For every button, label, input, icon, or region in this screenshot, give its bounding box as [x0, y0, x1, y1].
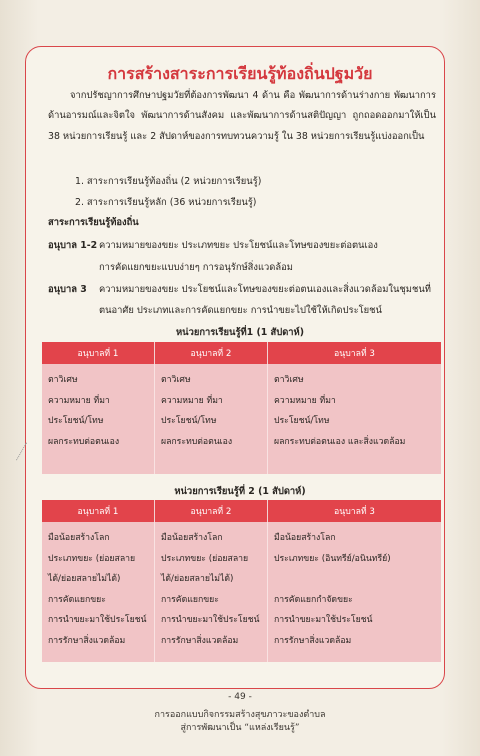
cell-line: การคัดแยกกำจัดขยะ — [274, 594, 353, 605]
cell-line: ประเภทขยะ (ย่อยสลาย — [48, 553, 136, 564]
intro-paragraph — [48, 86, 436, 147]
page-number: - 49 - — [228, 692, 252, 702]
cell-line: ผลกระทบต่อตนเอง และสิ่งแวดล้อม — [274, 436, 406, 447]
cell-line: ได้/ย่อยสลายไม่ได้) — [48, 574, 121, 584]
cell-line: การนำขยะมาใช้ประโยชน์ — [274, 615, 373, 625]
cell-line: มือน้อยสร้างโลก — [48, 533, 110, 543]
anuban3-line1: ความหมายของขยะ ประโยชน์และโทษของขยะต่อตนเองและสิ่งแวดล้อมในชุมชนที่ — [99, 284, 431, 295]
cell-line: ประโยชน์/โทษ — [48, 416, 104, 426]
unit2-table — [42, 500, 441, 662]
column-header: อนุบาลที่ 3 — [268, 500, 442, 522]
table-row — [42, 522, 441, 662]
footer-line: สู่การพัฒนาเป็น “แหล่งเรียนรู้” — [180, 723, 300, 733]
cell-line: ประเภทขยะ (อินทรีย์/อนินทรีย์) — [274, 553, 391, 564]
column-header: อนุบาลที่ 1 — [42, 500, 155, 522]
cell-line: มือน้อยสร้างโลก — [274, 533, 336, 543]
anuban12-line2: การคัดแยกขยะแบบง่ายๆ การอนุรักษ์สิ่งแวดล้อม — [99, 262, 293, 273]
table-cell — [42, 522, 155, 662]
table-cell — [155, 364, 268, 474]
cell-line: การคัดแยกขยะ — [161, 594, 219, 605]
anuban12-label: อนุบาล 1-2 — [48, 240, 98, 251]
column-header: อนุบาลที่ 2 — [155, 342, 268, 364]
column-header: อนุบาลที่ 1 — [42, 342, 155, 364]
cell-line: ผลกระทบต่อตนเอง — [48, 436, 120, 447]
anuban12-line1: ความหมายของขยะ ประเภทขยะ ประโยชน์และโทษของขยะต่อตนเอง — [99, 240, 378, 251]
section-heading: สาระการเรียนรู้ท้องถิ่น — [48, 217, 139, 228]
cell-line: ตาวิเศษ — [274, 375, 304, 385]
cell-line: ความหมาย ที่มา — [274, 395, 336, 406]
unit1-table — [42, 342, 441, 474]
cell-line: การรักษาสิ่งแวดล้อม — [274, 635, 352, 646]
table-cell — [268, 522, 442, 662]
cell-line: ประโยชน์/โทษ — [274, 416, 330, 426]
unit1-title: หน่วยการเรียนรู้ที่1 (1 สัปดาห์) — [175, 327, 305, 338]
table-header-row — [42, 342, 441, 364]
cell-line: การรักษาสิ่งแวดล้อม — [48, 635, 126, 646]
table-cell — [155, 522, 268, 662]
cell-line: ความหมาย ที่มา — [161, 395, 223, 406]
table-row — [42, 364, 441, 474]
footer-line: การออกแบบกิจกรรมสร้างสุขภาวะของตำบล — [154, 710, 326, 720]
cell-line: ประโยชน์/โทษ — [161, 416, 217, 426]
cell-line: การนำขยะมาใช้ประโยชน์ — [48, 615, 147, 625]
cell-line: การรักษาสิ่งแวดล้อม — [161, 635, 239, 646]
intro-text: จากปรัชญาการศึกษาปฐมวัยที่ต้องการพัฒนา 4 ด้าน คือ พัฒนาการด้านร่างกาย พัฒนาการด้านอารมณ์และจิตใจ พัฒนาการด้านสังคม และพัฒนาการด้านสติปัญญา ถูกถอดออกมาให้เป็น 38 หน่วยการเรียนรู้ และ 2 สัปดาห์ของการทบทวนความรู้ ใน 38 หน่วยการเรียนรู้แบ่งออกเป็น — [48, 90, 436, 142]
column-header: อนุบาลที่ 3 — [268, 342, 442, 364]
cell-line: การคัดแยกขยะ — [48, 594, 106, 605]
cell-line: ผลกระทบต่อตนเอง — [161, 436, 233, 447]
page-title: การสร้างสาระการเรียนรู้ท้องถิ่นปฐมวัย — [107, 64, 373, 83]
table-header-row — [42, 500, 441, 522]
column-header: อนุบาลที่ 2 — [155, 500, 268, 522]
list-item: 1. สาระการเรียนรู้ท้องถิ่น (2 หน่วยการเรียนรู้) — [75, 176, 262, 187]
cell-line: ได้/ย่อยสลายไม่ได้) — [161, 574, 234, 584]
cell-line — [274, 569, 435, 590]
table-cell — [42, 364, 155, 474]
cell-line: การนำขยะมาใช้ประโยชน์ — [161, 615, 260, 625]
anuban3-line2: ตนอาศัย ประเภทและการคัดแยกขยะ การนำขยะไปใช้ให้เกิดประโยชน์ — [99, 305, 382, 316]
cell-line: ประเภทขยะ (ย่อยสลาย — [161, 553, 249, 564]
anuban3-label: อนุบาล 3 — [48, 284, 87, 295]
table-cell — [268, 364, 442, 474]
unit2-title: หน่วยการเรียนรู้ที่ 2 (1 สัปดาห์) — [174, 486, 306, 497]
cell-line: มือน้อยสร้างโลก — [161, 533, 223, 543]
list-item: 2. สาระการเรียนรู้หลัก (36 หน่วยการเรียนรู้) — [75, 197, 257, 208]
cell-line: ความหมาย ที่มา — [48, 395, 110, 406]
cell-line: ตาวิเศษ — [48, 375, 78, 385]
cell-line: ตาวิเศษ — [161, 375, 191, 385]
